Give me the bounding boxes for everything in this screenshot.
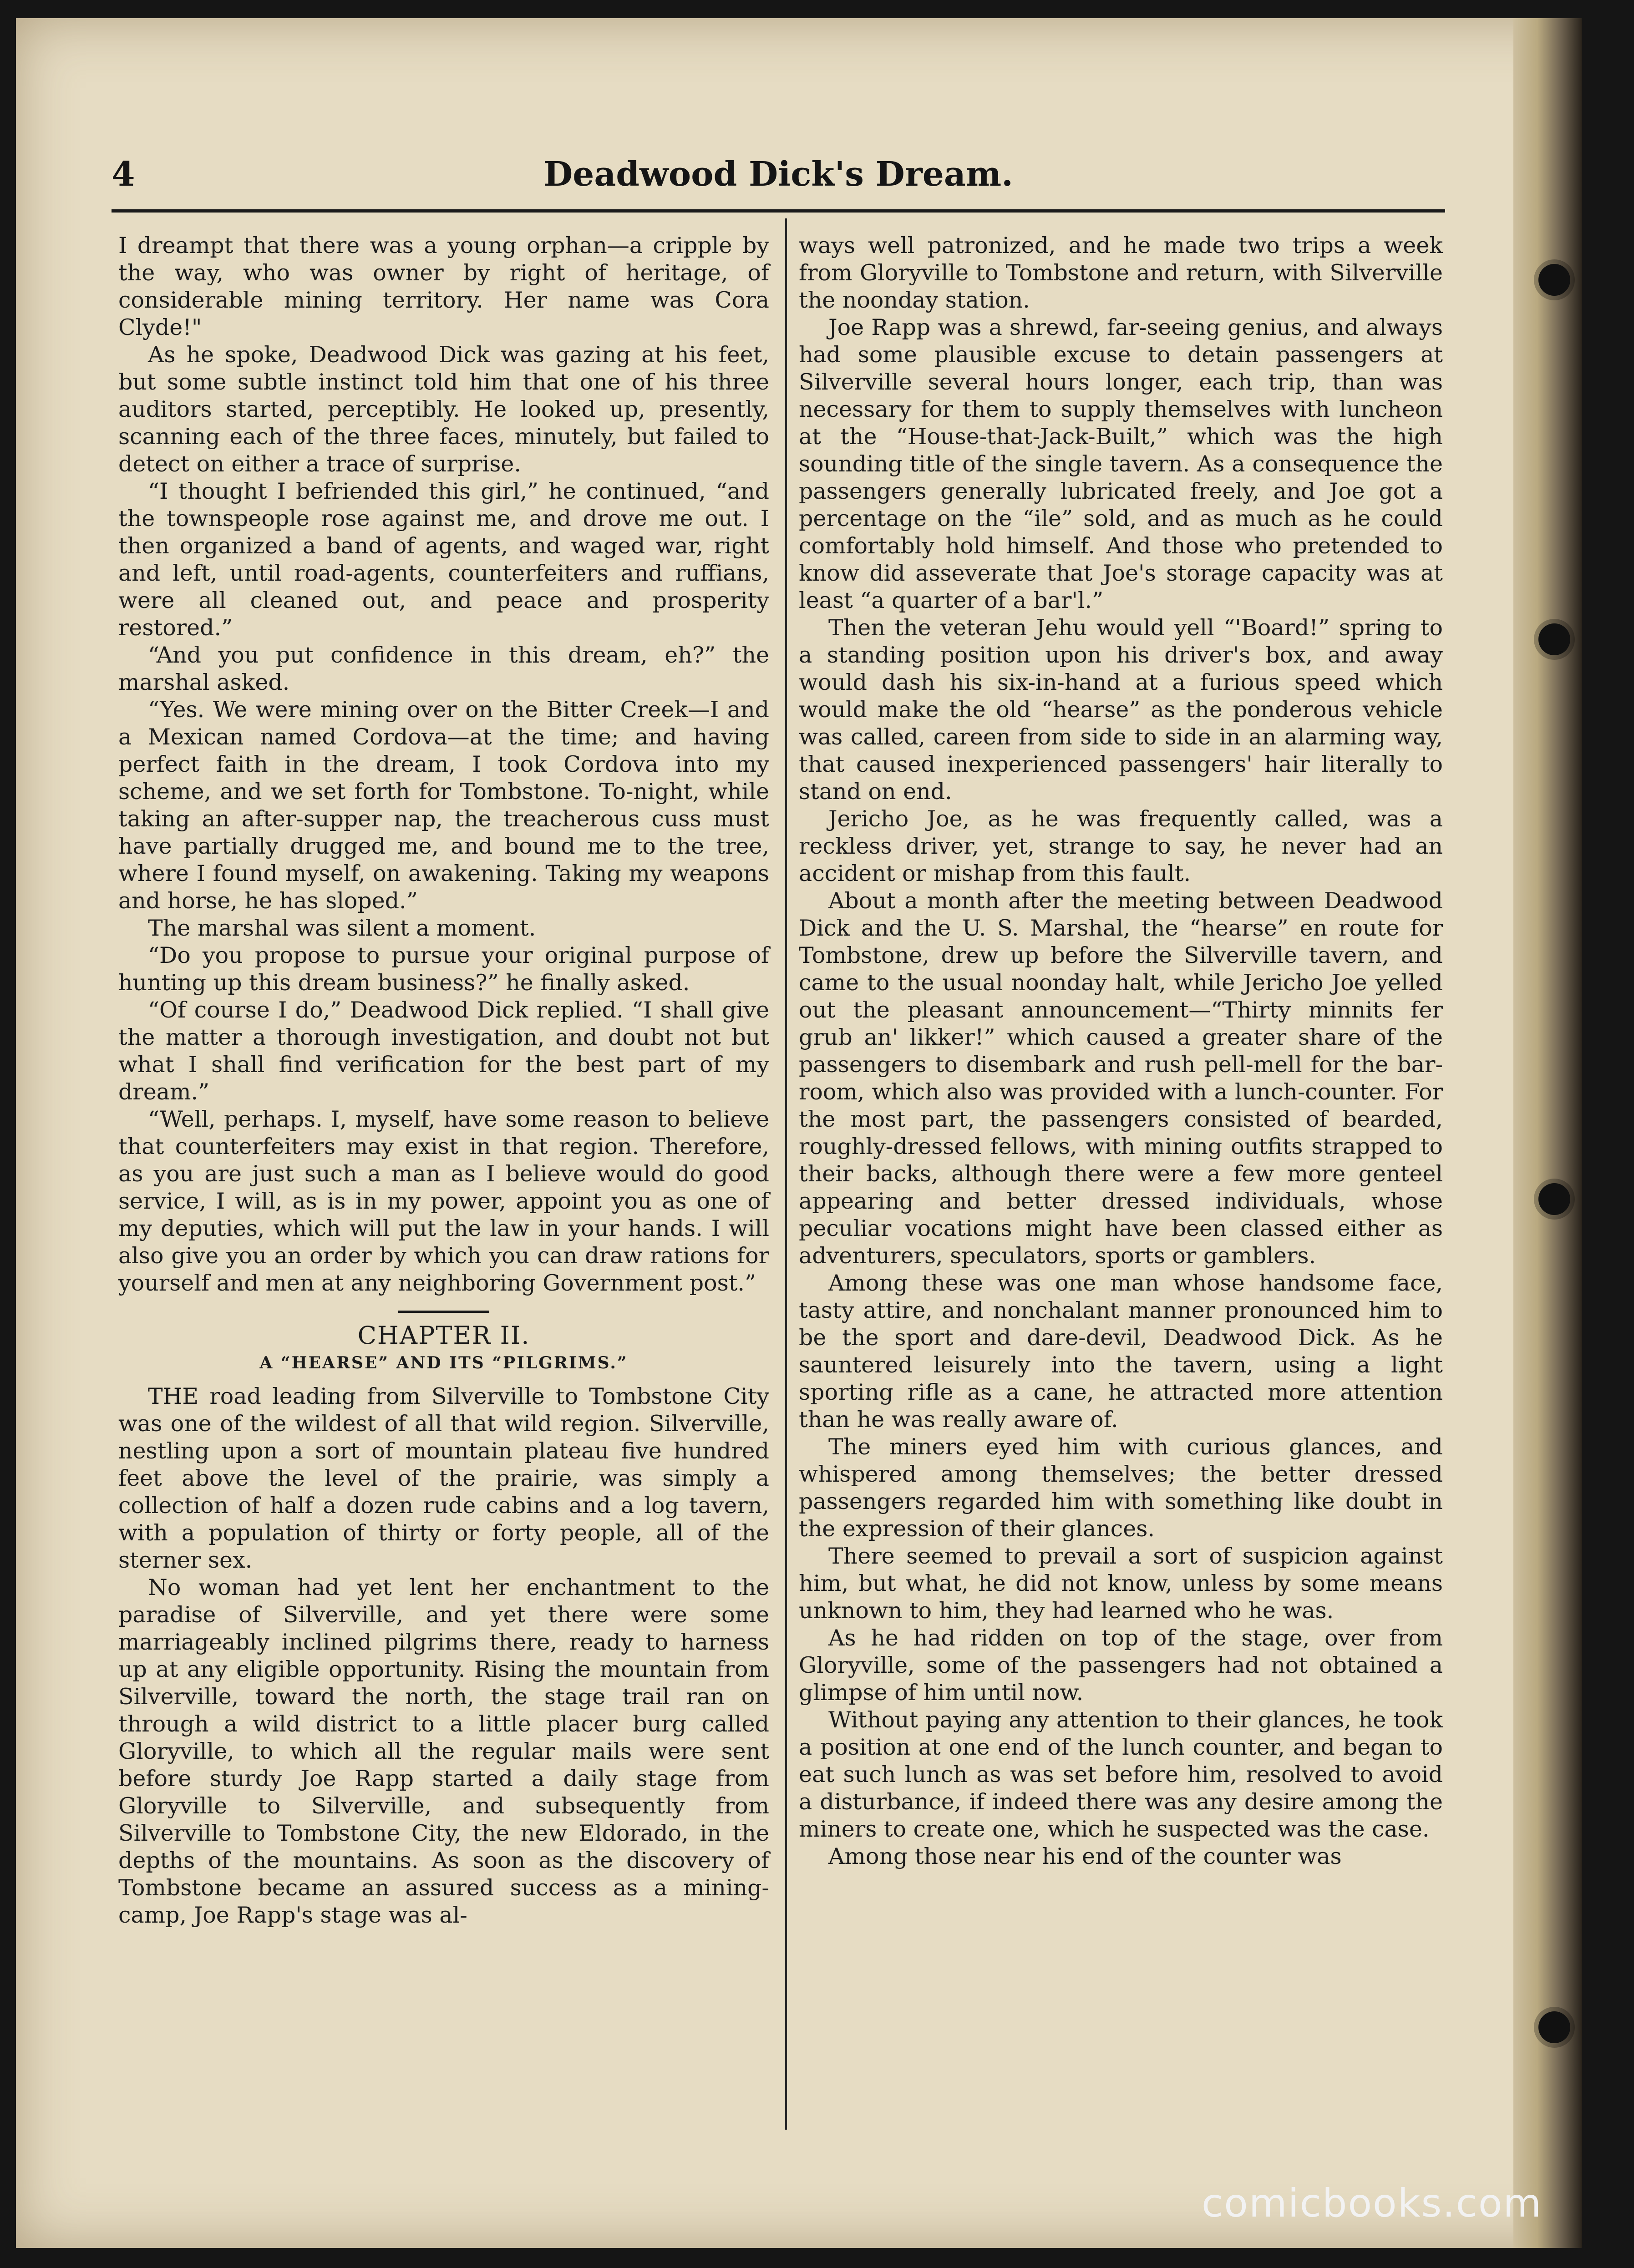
paragraph: No woman had yet lent her enchantment to the paradise of Silverville, and yet there were some marriageably inclined pilgrims there, ready to harness up at any eligible opportunity. Rising the mountain from Silverville, toward the north, the stage trail ran on through a wild district to a little placer burg called Gloryville, to which all the regular mails were sent before sturdy Joe Rapp started a daily stage from Gloryville to Silverville, and subsequently from Silverville to Tombstone City, the new Eldorado, in the depths of the mountains. As soon as the discovery of Tombstone became an assured success as a mining-camp, Joe Rapp's stage was al- (118, 1574, 769, 1928)
paragraph: Then the veteran Jehu would yell “'Board!” spring to a standing position upon his driver's box, and away would dash his six-in-hand at a furious speed which would make the old “hearse” as the ponderous vehicle was called, careen from side to side in an alarming way, that caused inexperienced passengers' hair literally to stand on end. (799, 615, 1443, 805)
paragraph: “I thought I befriended this girl,” he continued, “and the townspeople rose against me, and drove me out. I then organized a band of agents, and waged war, right and left, until road-agents, counterfeiters and ruffians, were all cleaned out, and peace and prosperity restored.” (118, 478, 769, 641)
paragraph: About a month after the meeting between Deadwood Dick and the U. S. Marshal, the “hearse” en route for Tombstone, drew up before the Silverville tavern, and came to the usual noonday halt, while Jericho Joe yelled out the pleasant announcement—“Thirty minnits fer grub an' likker!” which caused a greater share of the passengers to disembark and rush pell-mell for the bar-room, which also was provided with a lunch-counter. For the most part, the passengers consisted of bearded, roughly-dressed fellows, with mining outfits strapped to their backs, although there were a few more genteel appearing and better dressed individuals, whose peculiar vocations might have been classed either as adventurers, speculators, sports or gamblers. (799, 888, 1443, 1269)
binding-rivet (1538, 1183, 1570, 1215)
paragraph: Among these was one man whose handsome face, tasty attire, and nonchalant manner pronounced him to be the sport and dare-devil, Deadwood Dick. As he sauntered leisurely into the tavern, using a light sporting rifle as a cane, he attracted more attention than he was really aware of. (799, 1270, 1443, 1433)
paragraph: ways well patronized, and he made two trips a week from Gloryville to Tombstone and return, with Silverville the noonday station. (799, 233, 1443, 313)
page-header (112, 155, 1445, 205)
paragraph: I dreampt that there was a young orphan—a cripple by the way, who was owner by right of heritage, of considerable mining territory. Her name was Cora Clyde!" (118, 233, 769, 340)
paragraph: “Yes. We were mining over on the Bitter Creek—I and a Mexican named Cordova—at the time; and having perfect faith in the dream, I took Cordova into my scheme, and we set forth for Tombstone. To-night, while taking an after-supper nap, the treacherous cuss must have partially drugged me, and bound me to the tree, where I found myself, on awakening. Taking my weapons and horse, he has sloped.” (118, 697, 769, 914)
paragraph: Without paying any attention to their glances, he took a position at one end of the lunch counter, and began to eat such lunch as was set before him, resolved to avoid a disturbance, if indeed there was any desire among the miners to create one, which he suspected was the case. (799, 1707, 1443, 1842)
chapter-subtitle: A “HEARSE” AND ITS “PILGRIMS.” (259, 1353, 628, 1372)
paragraph: “Do you propose to pursue your original purpose of hunting up this dream business?” he finally asked. (118, 942, 769, 996)
paragraph: “Of course I do,” Deadwood Dick replied. “I shall give the matter a thorough investigation, and doubt not but what I shall find verification for the best part of my dream.” (118, 997, 769, 1105)
site-watermark: comicbooks.com (1202, 2181, 1543, 2226)
paragraph: The marshal was silent a moment. (148, 915, 536, 941)
binding-rivet (1538, 264, 1570, 296)
page-title: Deadwood Dick's Dream. (543, 155, 1013, 194)
page-number: 4 (112, 155, 135, 194)
paragraph: As he had ridden on top of the stage, over from Gloryville, some of the passengers had not obtained a glimpse of him until now. (799, 1625, 1443, 1706)
right-column (799, 232, 1443, 1870)
binding-rivet (1538, 623, 1570, 655)
paragraph: As he spoke, Deadwood Dick was gazing at his feet, but some subtle instinct told him that one of his three auditors started, perceptibly. He looked up, presently, scanning each of the three faces, minutely, but failed to detect on either a trace of surprise. (118, 342, 769, 477)
paragraph: The miners eyed him with curious glances, and whispered among themselves; the better dressed passengers regarded him with something like doubt in the expression of their glances. (799, 1434, 1443, 1542)
header-rule (112, 209, 1445, 213)
paragraph: There seemed to prevail a sort of suspicion against him, but what, he did not know, unless by some means unknown to him, they had learned who he was. (799, 1543, 1443, 1624)
section-rule (398, 1311, 489, 1313)
book-page (16, 18, 1582, 2248)
paragraph: “And you put confidence in this dream, eh?” the marshal asked. (118, 642, 769, 695)
paragraph: Among those near his end of the counter was (828, 1843, 1342, 1869)
left-column (118, 232, 769, 1929)
chapter-title: CHAPTER II. (357, 1321, 530, 1350)
paragraph: Jericho Joe, as he was frequently called, was a reckless driver, yet, strange to say, he never had an accident or mishap from this fault. (799, 806, 1443, 886)
paragraph: “Well, perhaps. I, myself, have some reason to believe that counterfeiters may exist in that region. Therefore, as you are just such a man as I believe would do good service, I will, as is in my power, appoint you as one of my deputies, which will put the law in your hands. I will also give you an order by which you can draw rations for yourself and men at any neighboring Government post.” (118, 1106, 769, 1296)
paragraph: Joe Rapp was a shrewd, far-seeing genius, and always had some plausible excuse to detain passengers at Silverville several hours longer, each trip, than was necessary for them to supply themselves with luncheon at the “House-that-Jack-Built,” which was the high sounding title of the single tavern. As a consequence the passengers generally lubricated freely, and Joe got a percentage on the “ile” sold, and as much as he could comfortably hold himself. And those who pretended to know did asseverate that Joe's storage capacity was at least “a quarter of a bar'l.” (799, 314, 1443, 613)
page-binding (1513, 18, 1582, 2248)
paragraph: THE road leading from Silverville to Tombstone City was one of the wildest of all that wild region. Silverville, nestling upon a sort of mountain plateau five hundred feet above the level of the prairie, was simply a collection of half a dozen rude cabins and a log tavern, with a population of thirty or forty people, all of the sterner sex. (118, 1383, 769, 1573)
binding-rivet (1538, 2011, 1570, 2043)
column-divider (785, 218, 787, 2130)
